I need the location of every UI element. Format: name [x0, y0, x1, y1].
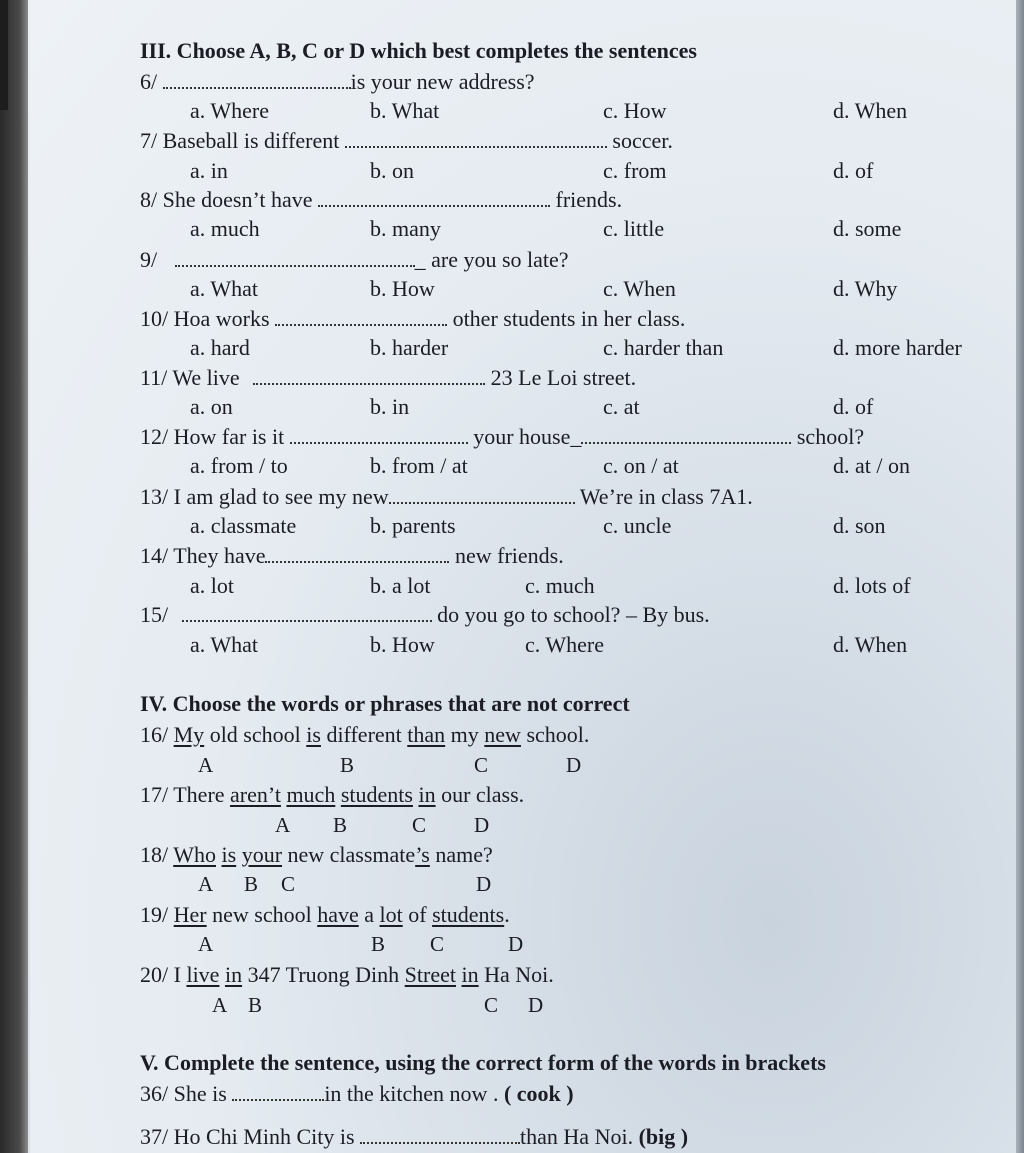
- q-text: They have: [173, 543, 266, 568]
- section-iii-heading: III. Choose A, B, C or D which best completes the sentences: [140, 38, 697, 63]
- word-hint: ( cook ): [503, 1081, 574, 1106]
- left-edge: [0, 0, 28, 1153]
- option-a: a. much: [190, 216, 260, 241]
- q-text: old school: [209, 722, 301, 747]
- option-b: b. in: [370, 394, 410, 419]
- letter-c: C: [281, 872, 296, 896]
- option-d: d. of: [833, 158, 874, 183]
- q-text: How far is it: [173, 424, 285, 449]
- underlined-word: students: [432, 902, 505, 927]
- q-text: my: [450, 722, 479, 747]
- q-number: 15/: [140, 602, 169, 627]
- blank: [253, 365, 485, 385]
- q-text: a: [364, 902, 374, 927]
- q-text: She is: [173, 1081, 227, 1106]
- option-a: a. in: [190, 158, 228, 183]
- q-number: 11/: [140, 365, 168, 390]
- question-8: [140, 187, 622, 213]
- q-text: There: [173, 782, 225, 807]
- question-19: [140, 902, 510, 928]
- q-text: different: [326, 722, 402, 747]
- option-c: c. on / at: [603, 453, 679, 478]
- question-7: [140, 128, 673, 154]
- option-a: a. on: [190, 394, 233, 419]
- letter-b: B: [333, 813, 348, 837]
- letter-a: A: [275, 813, 291, 837]
- underlined-word: new: [484, 722, 521, 747]
- q-text: your house_: [473, 424, 582, 449]
- question-11: [140, 365, 636, 391]
- underlined-word: Her: [173, 902, 207, 927]
- option-d: d. some: [833, 216, 902, 241]
- q-number: 7/: [140, 128, 158, 153]
- option-c: c. Where: [525, 632, 604, 657]
- underlined-word: live: [186, 962, 220, 987]
- option-d: d. Why: [833, 276, 898, 301]
- q-text: name?: [435, 842, 493, 867]
- q-text: school?: [796, 424, 865, 449]
- option-a: a. hard: [190, 335, 250, 360]
- option-b: b. How: [370, 632, 435, 657]
- letter-a: A: [198, 872, 214, 896]
- word-hint: (big ): [638, 1124, 689, 1149]
- q-text: 23 Le Loi street.: [490, 365, 637, 390]
- underlined-word: students: [340, 782, 413, 807]
- blank: [318, 187, 550, 207]
- q-number: 13/: [140, 484, 169, 509]
- q-number: 12/: [140, 424, 169, 449]
- option-c: c. much: [525, 573, 595, 598]
- option-a: a. from / to: [190, 453, 288, 478]
- underlined-word: in: [461, 962, 479, 987]
- letter-c: C: [484, 993, 499, 1017]
- q-text: our class.: [441, 782, 525, 807]
- question-16: [140, 722, 589, 748]
- q-number: 9/: [140, 247, 158, 272]
- option-d: d. When: [833, 98, 908, 123]
- underlined-word: in: [418, 782, 436, 807]
- section-iv-heading: IV. Choose the words or phrases that are not correct: [140, 691, 630, 716]
- option-b: b. on: [370, 158, 414, 183]
- letter-b: B: [248, 993, 263, 1017]
- option-b: b. What: [370, 98, 440, 123]
- q-text: of: [408, 902, 427, 927]
- blank: [265, 543, 449, 563]
- q-number: 14/: [140, 543, 169, 568]
- option-d: d. son: [833, 513, 886, 538]
- letter-a: A: [212, 993, 228, 1017]
- blank: [275, 306, 447, 326]
- question-9: [140, 247, 569, 273]
- question-20: [140, 962, 554, 988]
- letter-c: C: [430, 932, 445, 956]
- option-b: b. parents: [370, 513, 456, 538]
- underlined-word: aren’t: [230, 782, 281, 807]
- q-text: in the kitchen now .: [324, 1081, 499, 1106]
- option-b: b. How: [370, 276, 435, 301]
- q-text: 347 Truong Dinh: [247, 962, 400, 987]
- q-text: I: [173, 962, 181, 987]
- option-b: b. harder: [370, 335, 449, 360]
- blank: [389, 484, 575, 504]
- q-text: She doesn’t have: [162, 187, 313, 212]
- blank: [182, 602, 432, 622]
- blank: [175, 247, 415, 267]
- option-c: c. uncle: [603, 513, 672, 538]
- option-a: a. lot: [190, 573, 234, 598]
- letter-c: C: [474, 753, 489, 777]
- option-c: c. When: [603, 276, 676, 301]
- question-12: [140, 424, 864, 450]
- underlined-word: your: [241, 842, 283, 867]
- underlined-word: is: [221, 842, 237, 867]
- q-number: 19/: [140, 902, 169, 927]
- blank: [232, 1081, 324, 1101]
- q-text: Ha Noi.: [484, 962, 554, 987]
- q-text: school.: [526, 722, 590, 747]
- q-text: We’re in class 7A1.: [579, 484, 753, 509]
- option-d: d. more harder: [833, 335, 962, 360]
- blank: [163, 69, 351, 89]
- question-37: [140, 1124, 688, 1150]
- q-text: other students in her class.: [452, 306, 686, 331]
- option-c: c. harder than: [603, 335, 724, 360]
- q-text: Hoa works: [173, 306, 270, 331]
- letter-b: B: [371, 932, 386, 956]
- q-text: I am glad to see my new: [173, 484, 389, 509]
- question-6: [140, 69, 535, 95]
- option-a: a. What: [190, 632, 259, 657]
- q-text: than Ha Noi.: [520, 1124, 634, 1149]
- q-number: 6/: [140, 69, 158, 94]
- letter-a: A: [198, 753, 214, 777]
- q-number: 36/: [140, 1081, 169, 1106]
- q-text: friends.: [555, 187, 623, 212]
- option-d: d. lots of: [833, 573, 911, 598]
- question-13: [140, 484, 753, 510]
- option-b: b. from / at: [370, 453, 468, 478]
- option-d: d. When: [833, 632, 908, 657]
- q-text: We live: [172, 365, 240, 390]
- letter-a: A: [198, 932, 214, 956]
- q-number: 20/: [140, 962, 169, 987]
- underlined-word: than: [407, 722, 446, 747]
- section-v-heading: V. Complete the sentence, using the correct form of the words in brackets: [140, 1050, 826, 1075]
- q-number: 10/: [140, 306, 169, 331]
- left-notch: [0, 0, 8, 110]
- q-text: new school: [212, 902, 312, 927]
- option-a: a. Where: [190, 98, 269, 123]
- question-36: [140, 1081, 574, 1107]
- underlined-word: lot: [379, 902, 403, 927]
- option-a: a. What: [190, 276, 259, 301]
- q-number: 8/: [140, 187, 158, 212]
- underlined-word: much: [286, 782, 336, 807]
- blank: [360, 1124, 520, 1144]
- option-c: c. How: [603, 98, 667, 123]
- q-number: 17/: [140, 782, 169, 807]
- option-c: c. little: [603, 216, 665, 241]
- q-text: new classmate: [287, 842, 416, 867]
- blank: [581, 424, 791, 444]
- q-text: do you go to school? – By bus.: [437, 602, 710, 627]
- letter-d: D: [508, 932, 524, 956]
- question-15: [140, 602, 710, 628]
- underlined-word: ’s: [415, 842, 430, 867]
- q-number: 18/: [140, 842, 169, 867]
- letter-d: D: [566, 753, 582, 777]
- q-text: .: [504, 902, 510, 927]
- q-number: 37/: [140, 1124, 169, 1149]
- option-a: a. classmate: [190, 513, 297, 538]
- question-18: [140, 842, 493, 868]
- option-c: c. from: [603, 158, 667, 183]
- option-c: c. at: [603, 394, 640, 419]
- q-text: _ are you so late?: [414, 247, 569, 272]
- right-edge: [1016, 0, 1024, 1153]
- blank: [345, 128, 607, 148]
- letter-c: C: [412, 813, 427, 837]
- question-10: [140, 306, 685, 332]
- option-b: b. many: [370, 216, 441, 241]
- underlined-word: My: [173, 722, 205, 747]
- q-text: soccer.: [612, 128, 673, 153]
- q-text: is your new address?: [350, 69, 535, 94]
- q-text: Ho Chi Minh City is: [173, 1124, 355, 1149]
- q-text: new friends.: [454, 543, 564, 568]
- option-b: b. a lot: [370, 573, 431, 598]
- question-17: [140, 782, 524, 808]
- letter-d: D: [474, 813, 490, 837]
- option-d: d. of: [833, 394, 874, 419]
- blank: [290, 424, 468, 444]
- underlined-word: have: [317, 902, 359, 927]
- letter-b: B: [244, 872, 259, 896]
- underlined-word: Who: [173, 842, 216, 867]
- option-d: d. at / on: [833, 453, 910, 478]
- q-text: Baseball is different: [162, 128, 340, 153]
- letter-d: D: [476, 872, 492, 896]
- underlined-word: in: [224, 962, 243, 987]
- underlined-word: Street: [404, 962, 456, 987]
- q-number: 16/: [140, 722, 169, 747]
- letter-b: B: [340, 753, 355, 777]
- underlined-word: is: [306, 722, 321, 747]
- letter-d: D: [528, 993, 544, 1017]
- question-14: [140, 543, 564, 569]
